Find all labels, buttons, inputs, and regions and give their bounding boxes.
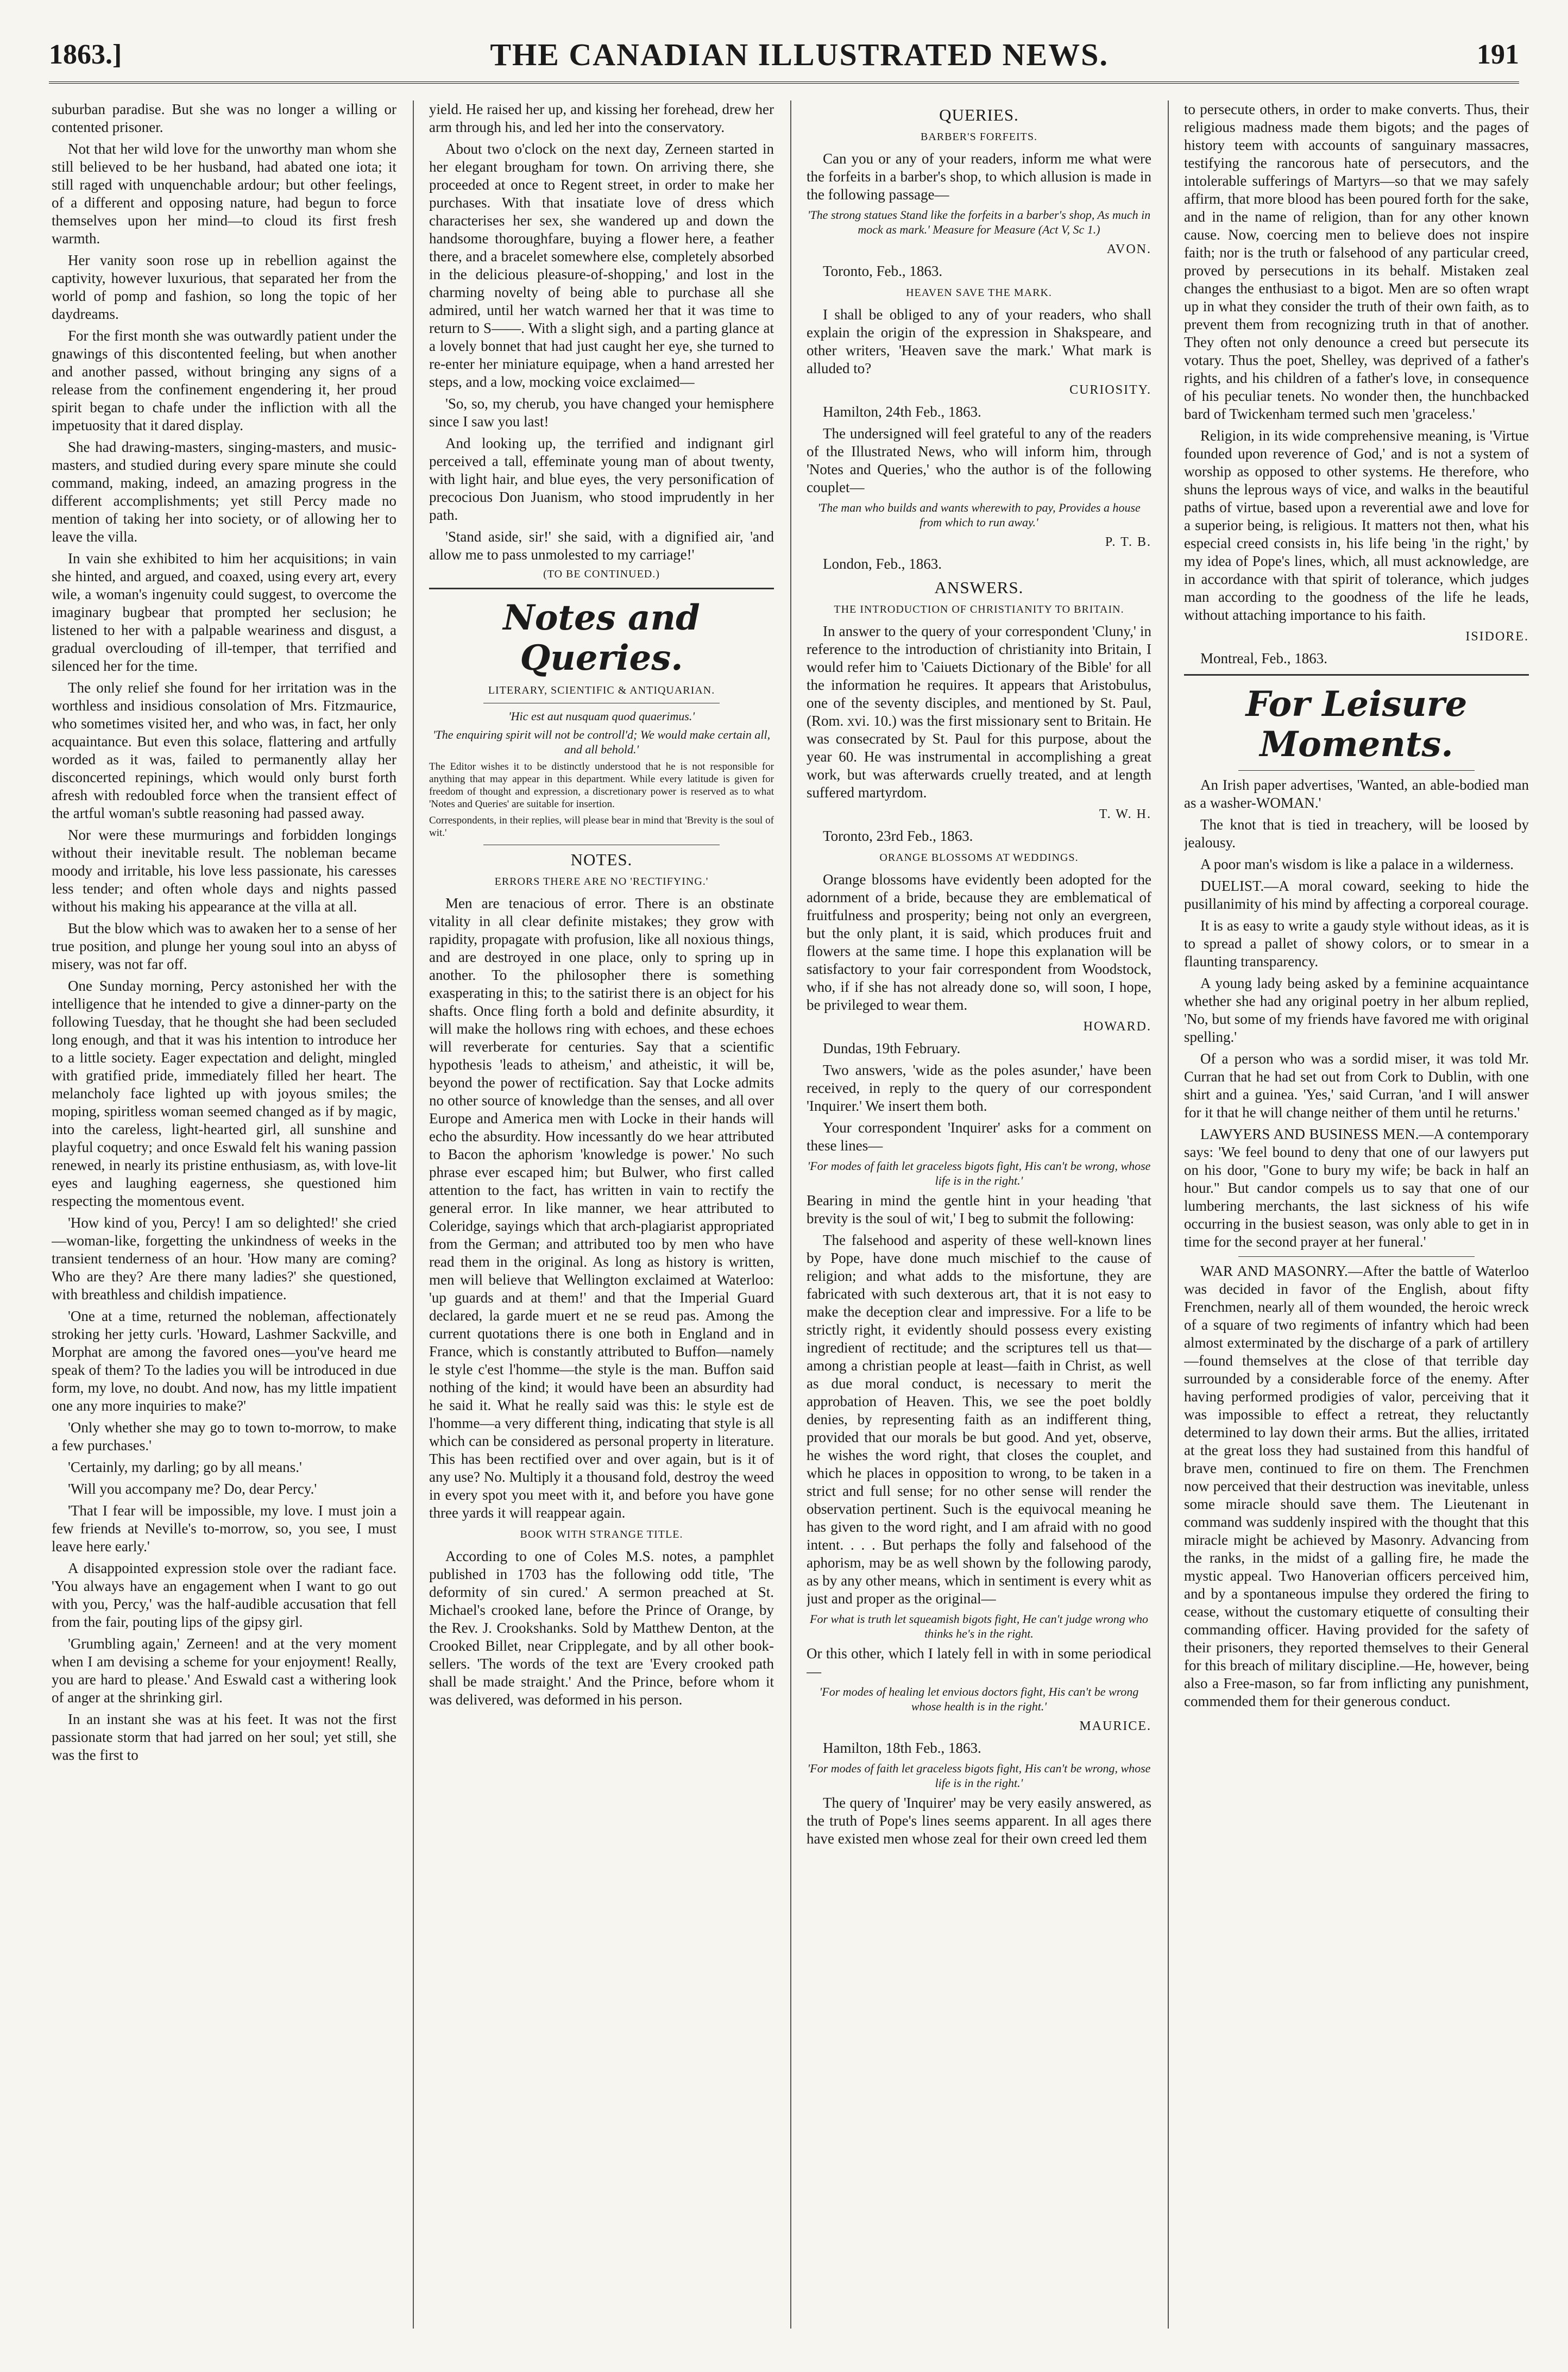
paragraph: In answer to the query of your correspondent 'Cluny,' in reference to the introduction of christianity into Britain, I would refer him to 'Caiuets Dictionary of the Bible' for all the information he requires. It appears that Aristobulus, one of the seventy disciples, and mentioned by St. Paul, (Rom. xvi. 10.) was the first missionary sent to Britain. He was consecrated by St. Paul for this purpose, about the year 60. He was instrumental in accomplishing a great work, but was afterwards cruelly treated, and at length suffered martyrdom. — [807, 623, 1151, 801]
article-heading: BOOK WITH STRANGE TITLE. — [520, 1528, 683, 1540]
paragraph: Nor were these murmurings and forbidden longings without their inevitable result. The nobleman became moody and irritable, his love less passionate, his caresses less tender; and often whole days and nights passed without his making his appearance at the villa at all. — [52, 827, 396, 915]
paragraph: A poor man's wisdom is like a palace in a wilderness. — [1200, 856, 1514, 872]
paragraph: The undersigned will feel grateful to any of the readers of the Illustrated News, who will inform him, through 'Notes and Queries,' who the author is of the following couplet— — [807, 425, 1151, 495]
paragraph: yield. He raised her up, and kissing her forehead, drew her arm through his, and led her into the conservatory. — [429, 101, 774, 135]
paragraph-text: —A contemporary says: 'We feel bound to deny that one of our lawyers put on his door, "Gone to bury my wife; be back in half an hour." But candor compels us to say that one of our lumbering merchants, the last sickness of his wife occurring in the busiest season, was only able to get in in time for the second prayer at her funeral.' — [1184, 1126, 1529, 1250]
section-subtitle: LITERARY, SCIENTIFIC & ANTIQUARIAN. — [488, 684, 715, 696]
signature: P. T. B. — [1105, 535, 1151, 549]
dateline: Montreal, Feb., 1863. — [1200, 650, 1327, 666]
dateline: Hamilton, 24th Feb., 1863. — [823, 404, 981, 420]
motto: 'The enquiring spirit will not be controll'd; We would make certain all, and all behold.' — [432, 728, 771, 756]
motto: 'Hic est aut nusquam quod quaerimus.' — [508, 709, 695, 723]
paragraph: Two answers, 'wide as the poles asunder,' have been received, in reply to the query of our correspondent 'Inquirer.' We insert them both. — [807, 1062, 1151, 1114]
signature: HOWARD. — [1083, 1020, 1151, 1034]
paragraph: One Sunday morning, Percy astonished her with the intelligence that he intended to give a dinner-party on the following Tuesday, that he thought she had been secluded long enough, and that it was his intention to introduce her to a little society. Eager expectation and delight, mingled with gratified pride, immediately filled her heart. The melancholy face lighted up with joyous smiles; the moping, spiritless woman seemed changed as if by magic, into the careless, light-hearted girl, all sunshine and playful coquetry; and once Eswald felt his waning passion renewed, in nearly its pristine enthusiasm, as, with love-lit eyes and laughing eagerness, she questioned him respecting the momentous event. — [52, 978, 396, 1209]
paragraph: Orange blossoms have evidently been adopted for the adornment of a bride, because they are emblematical of fruitfulness and prosperity; being not only an evergreen, but the only plant, it is said, which produces fruit and flowers at the same time. I hope this explanation will be satisfactory to your fair correspondent from Woodstock, who, if if she has not already done so, will soon, I hope, be privileged to wear them. — [807, 871, 1151, 1013]
paragraph: Can you or any of your readers, inform me what were the forfeits in a barber's shop, to which allusion is made in the following passage— — [807, 150, 1151, 203]
verse-quote: 'The man who builds and wants wherewith to pay, Provides a house from which to run away.' — [817, 501, 1141, 529]
paragraph: 'So, so, my cherub, you have changed your hemisphere since I saw you last! — [429, 395, 774, 430]
signature: AVON. — [1106, 242, 1151, 256]
paragraph: The knot that is tied in treachery, will be loosed by jealousy. — [1184, 816, 1529, 851]
paragraph-text: —After the battle of Waterloo was decided in favor of the English, about fifty Frenchmen, nearly all of them wounded, the heroic wreck of a square of two regiments of infantry which had been almost exterminated by the discharge of a park of artillery—found themselves at the close of that terrible day surrounded by a considerable force of the enemy. After having performed prodigies of valor, perceiving that it was impossible to effect a retreat, they reluctantly determined to lay down their arms. But the allies, irritated at the great loss they had sustained from this handful of brave men, continued to fire on them. The Frenchmen now perceived that their destruction was inevitable, unless some miracle should save them. The Lieutenant in command was suddenly inspired with the thought that this miracle might be achieved by Masonry. Advancing from the ranks, in the midst of a galling fire, he made the mystic appeal. Two Hanoverian officers perceived him, and by a spontaneous impulse they ordered the firing to cease, without the customary etiquette of consulting their commanding officer. Having provided for the safety of their prisoners, they reported themselves to their General for this breach of military discipline.—He, however, being also a Free-mason, so far from inflicting any punishment, commended them for their generous conduct. — [1184, 1263, 1529, 1709]
paragraph — [1184, 1125, 1529, 1251]
paragraph — [1184, 877, 1529, 913]
column-2 — [429, 100, 774, 2329]
paragraph: Her vanity soon rose up in rebellion against the captivity, however luxurious, that separated her from the world of pomp and fashion, so long the topic of her daydreams. — [52, 252, 396, 322]
paragraph: Religion, in its wide comprehensive meaning, is 'Virtue founded upon reverence of God,' and is not a system of worship as opposed to other systems. He therefore, who shuns the leprous ways of vice, and walks in the beautiful paths of virtue, based upon a reverential awe and love for a superior being, is religious. It matters not then, what his especial creed consists in, his life being 'in the right,' by my idea of Pope's lines, which, all must acknowledge, are in accordance with that spirit of tolerance, which judges man according to the goodness of the life he leads, without attaching importance to his faith. — [1184, 427, 1529, 623]
paragraph: For the first month she was outwardly patient under the gnawings of this discontented feeling, but when another and another passed, without bringing any signs of a release from the confinement engendering it, her proud spirit began to chafe under the infliction with all the impetuosity that it dared display. — [52, 328, 396, 433]
column-1 — [52, 100, 396, 2329]
paragraph: 'Certainly, my darling; go by all means.' — [68, 1459, 302, 1475]
article-heading: THE INTRODUCTION OF CHRISTIANITY TO BRITAIN. — [834, 603, 1124, 615]
paragraph: Bearing in mind the gentle hint in your heading 'that brevity is the soul of wit,' I beg to submit the following: — [807, 1192, 1151, 1226]
paragraph-text: —A moral coward, seeking to hide the pusillanimity of his mind by affecting a corporeal courage. — [1184, 878, 1529, 912]
article-heading: BARBER'S FORFEITS. — [921, 131, 1037, 143]
verse-quote: 'For modes of faith let graceless bigots fight, His can't be wrong, whose life is in the right.' — [807, 1159, 1151, 1187]
dateline: London, Feb., 1863. — [823, 556, 942, 572]
section-rule — [429, 588, 774, 589]
paragraph: Men are tenacious of error. There is an obstinate vitality in all clear definite mistakes; they grow with rapidity, propagate with profusion, like all noxious things, and are destroyed in one place, only to spring up in another. To the philosopher there is something exasperating in this; to the satirist there is an object for his shafts. Once fling forth a bold and definite absurdity, it will make the hollows ring with echoes, and these echoes will reverberate for centuries. Say that a scientific hypothesis 'leads to atheism,' and atheistic, it will be, beyond the power of rectification. Say that Locke admits no other source of knowledge than the senses, and all over Europe and America men with Locke in their hands will echo the absurdity. How incessantly do we hear attributed to Bacon the aphorism 'knowledge is power.' No such phrase ever escaped him; but Bulwer, who first called attention to the fact, has written in vain to rectify the general error. In like manner, we hear attributed to Coleridge, sayings which that arch-plagiarist appropriated from the German; and attributed too by men who have read them in the original. As long as history is written, men will believe that Wellington exclaimed at Waterloo: 'up guards and at them!' and that the Imperial Guard declared, la garde muert et ne se reud pas. Among the current quotations there is one both in England and in France, which is constantly attributed to Buffon—namely le style c'est l'homme—the style is the man. Buffon said nothing of the kind; it would have been an absurdity had he said it. What he really said was this: le style est de l'homme—a very different thing, indicating that style is all which can be considered as personal property in literature. This has been rectified over and over again, but is it of any use? No. Multiply it a thousand fold, destroy the weed in every spot you meet with it, and before you have gone three yards it will reappear again. — [429, 895, 774, 1521]
section-title-notes-and-queries: Notes and Queries. — [503, 597, 700, 678]
paragraph: Not that her wild love for the unworthy man whom she still believed to be her husband, had abated one iota; it still raged with unquenchable ardour; but other feelings, of a different and opposing nature, had begun to force themselves upon her mind—to cloud its first fresh warmth. — [52, 141, 396, 247]
lead-in: WAR AND MASONRY. — [1200, 1263, 1348, 1279]
paragraph: 'Only whether she may go to town to-morrow, to make a few purchases.' — [52, 1419, 396, 1454]
column-4 — [1184, 100, 1529, 2329]
paragraph: 'That I fear will be impossible, my love. I must join a few friends at Neville's to-morrow, so, you see, I must leave here early.' — [52, 1502, 396, 1555]
correspondents-note: Correspondents, in their replies, will please bear in mind that 'Brevity is the soul of wit.' — [429, 815, 774, 839]
paragraph: suburban paradise. But she was no longer a willing or contented prisoner. — [52, 101, 396, 135]
paragraph: She had drawing-masters, singing-masters, and music-masters, and studied during every spare minute she could command, making, indeed, an amazing progress in the different accomplishments; yet still Percy made no mention of taking her into society, or of allowing her to leave the villa. — [52, 439, 396, 545]
column-divider — [1168, 100, 1169, 2329]
editor-note: The Editor wishes it to be distinctly understood that he is not responsible for anything that may appear in this department. While every latitude is given for freedom of thought and expression, a discretionary power is reserved as to what 'Notes and Queries' are suitable for insertion. — [429, 761, 774, 810]
verse-quote: 'For modes of healing let envious doctors fight, His can't be wrong whose health is in the right.' — [819, 1685, 1139, 1713]
paragraph: But the blow which was to awaken her to a sense of her true position, and plunge her young soul into an abyss of misery, was not far off. — [52, 920, 396, 972]
issue-year: 1863.] — [49, 39, 122, 70]
article-heading: ERRORS THERE ARE NO 'RECTIFYING.' — [494, 876, 709, 888]
answers-heading: ANSWERS. — [934, 578, 1024, 597]
column-3 — [807, 100, 1151, 2329]
masthead — [49, 33, 1519, 76]
paragraph: 'Stand aside, sir!' she said, with a dignified air, 'and allow me to pass unmolested to my carriage!' — [429, 528, 774, 563]
paragraph — [1184, 1262, 1529, 1710]
paragraph: 'Grumbling again,' Zerneen! and at the very moment when I am devising a scheme for your enjoyment! Really, you are hard to please.' And Eswald cast a withering look of anger at the shrinking girl. — [52, 1635, 396, 1706]
signature: MAURICE. — [1079, 1719, 1151, 1733]
paragraph: In vain she exhibited to him her acquisitions; in vain she hinted, and argued, and coaxed, using every art, every wile, a woman's ingenuity could suggest, to overcome the imaginary bugbear that prompted her seclusion; he listened to her with a palpable weariness and disgust, a gradual overclouding of ill-temper, that terrified and silenced her for the time. — [52, 550, 396, 674]
dateline: Toronto, 23rd Feb., 1863. — [823, 828, 973, 844]
paragraph: The query of 'Inquirer' may be very easily answered, as the truth of Pope's lines seems apparent. In all ages there have existed men whose zeal for their own creed led them — [807, 1795, 1151, 1847]
section-rule — [1184, 674, 1529, 676]
paragraph: According to one of Coles M.S. notes, a pamphlet published in 1703 has the following odd title, 'The deformity of sin cured.' A sermon preached at St. Michael's crooked lane, before the Prince of Orange, by the Rev. J. Crookshanks. Sold by Matthew Denton, at the Crooked Billet, near Cripplegate, and by all other book-sellers. 'The words of the text are 'Every crooked path shall be made straight.' And the Prince, before whom it was delivered, was deformed in his person. — [429, 1548, 774, 1708]
to-be-continued: (TO BE CONTINUED.) — [543, 568, 660, 580]
paragraph: Your correspondent 'Inquirer' asks for a comment on these lines— — [807, 1119, 1151, 1154]
lead-in: LAWYERS AND BUSINESS MEN. — [1200, 1126, 1419, 1142]
newspaper-title: THE CANADIAN ILLUSTRATED NEWS. — [490, 36, 1109, 72]
paragraph: In an instant she was at his feet. It was not the first passionate storm that had jarred on her soul; yet still, she was the first to — [52, 1711, 396, 1763]
article-heading: HEAVEN SAVE THE MARK. — [906, 287, 1052, 299]
queries-heading: QUERIES. — [939, 105, 1019, 124]
paragraph: About two o'clock on the next day, Zerneen started in her elegant brougham for town. On arriving there, she proceeded at once to Regent street, in order to make her purchases. With that insatiate love of dress which characterises her sex, she wandered up and down the handsome thoroughfare, buying a flower here, a feather there, and a bracelet somewhere else, completely absorbed in the delicious pleasure-of-shopping,' and lost in the charming novelty of being able to purchase all she admired, until her watch warned her that it was time to return to S——. With a slight sigh, and a parting glance at a lovely bonnet that had just caught her eye, she turned to re-enter her miniature equipage, when a hand arrested her steps, and a low, mocking voice exclaimed— — [429, 141, 774, 390]
paragraph: 'One at a time, returned the nobleman, affectionately stroking her jetty curls. 'Howard, Lashmer Sackville, and Morphat are among the favored ones—you've heard me speak of them? To the ladies you will be introduced in due form, my love, no doubt. And now, has my little impatient one any more inquiries to make?' — [52, 1308, 396, 1414]
paragraph: An Irish paper advertises, 'Wanted, an able-bodied man as a washer-WOMAN.' — [1184, 777, 1529, 811]
verse-quote: 'For modes of faith let graceless bigots fight, His can't be wrong, whose life is in the right.' — [807, 1761, 1151, 1790]
dateline: Toronto, Feb., 1863. — [823, 263, 943, 279]
verse-quote: For what is truth let squeamish bigots fight, He can't judge wrong who thinks he's in the right. — [810, 1612, 1148, 1640]
notes-heading: NOTES. — [570, 850, 633, 869]
divider — [1238, 1256, 1475, 1257]
paragraph: 'How kind of you, Percy! I am so delighted!' she cried—woman-like, forgetting the unkindness of weeks in the transient tenderness of an hour. 'How many are coming? Who are they? Are there many ladies?' she questioned, with breathless and childish impatience. — [52, 1215, 396, 1303]
divider — [1238, 770, 1475, 771]
paragraph: 'Will you accompany me? Do, dear Percy.' — [68, 1481, 317, 1497]
signature: T. W. H. — [1099, 807, 1151, 821]
signature: ISIDORE. — [1465, 630, 1529, 644]
column-divider — [790, 100, 791, 2329]
page-number: 191 — [1476, 39, 1519, 70]
signature: CURIOSITY. — [1069, 383, 1151, 397]
paragraph: The only relief she found for her irritation was in the worthless and insidious consolation of Mrs. Fitzmaurice, who sometimes visited her, and who was, in fact, her only acquaintance. But even this solace, flattering and artfully worded as it was, failed to permanently allay her disconcerted repinings, which would only burst forth afresh with redoubled force when the transient effect of the artful woman's subtle reasoning had passed away. — [52, 679, 396, 821]
paragraph: A disappointed expression stole over the radiant face. 'You always have an engagement when I want to go out with you, Percy,' was the half-audible accusation that fell from the fair, pouting lips of the gipsy girl. — [52, 1560, 396, 1630]
masthead-rule — [49, 81, 1519, 84]
verse-quote: 'The strong statues Stand like the forfeits in a barber's shop, As much in mock as mark.' Measure for Measure (Act V, Sc 1.) — [807, 208, 1151, 236]
dateline: Hamilton, 18th Feb., 1863. — [823, 1740, 981, 1756]
section-title-leisure-moments: For Leisure Moments. — [1245, 684, 1468, 765]
paragraph: The falsehood and asperity of these well-known lines by Pope, have done much mischief to the cause of religion; and what adds to the misfortune, they are fabricated with such dexterous art, that it is not easy to make the deception clear and impressive. For a life to be strictly right, it evidently should possess every existing ingredient of rectitude; and the scriptures tell us that—among a christian people at least—faith in Christ, as well as due moral conduct, is necessary to merit the approbation of Heaven. This, we see the poet boldly denies, by representing faith as an indifferent thing, provided that our morals be but good. And yet, observe, he wishes the word right, that closes the couplet, and which he places in opposition to wrong, to be taken in a strict and full sense; for no other sense will render the observation pertinent. Such is the equivocal meaning he has given to the word right, and I am afraid with no good intent. . . . But perhaps the folly and falsehood of the aphorism, may be as well shown by the following parody, as by any other means, which in sentiment is every whit as just and proper as the original— — [807, 1232, 1151, 1607]
paragraph: And looking up, the terrified and indignant girl perceived a tall, effeminate young man of about twenty, with light hair, and blue eyes, the very personification of precocious Don Juanism, who stood imprudently in her path. — [429, 435, 774, 523]
paragraph: It is as easy to write a gaudy style without ideas, as it is to spread a pallet of showy colors, or to smear in a flaunting transparency. — [1184, 917, 1529, 970]
paragraph: I shall be obliged to any of your readers, who shall explain the origin of the expression in Shakspeare, and other writers, 'Heaven save the mark.' What mark is alluded to? — [807, 306, 1151, 376]
dateline: Dundas, 19th February. — [823, 1040, 961, 1056]
article-heading: ORANGE BLOSSOMS AT WEDDINGS. — [879, 852, 1079, 864]
paragraph: Or this other, which I lately fell in with in some periodical— — [807, 1645, 1151, 1679]
paragraph: A young lady being asked by a feminine acquaintance whether she had any original poetry in her album replied, 'No, but some of my friends have favored me with original spelling.' — [1184, 975, 1529, 1045]
paragraph: to persecute others, in order to make converts. Thus, their religious madness made them bigots; and the pages of history teem with accounts of sanguinary massacres, testifying the rancorous hate of persecutors, and the intolerable sufferings of Martyrs—so that we may safely affirm, that more blood has been poured forth for the sake, and in the name of religion, than for any other known cause. Now, coercing men to believe does not inspire faith; nor is the truth or falsehood of any particular creed, proved by persecutions in its behalf. Mistaken zeal changes the enthusiast to a bigot. Men are so often wrapt up in what they consider the truth of their own faith, as to prevent them from recognizing truth in that of another. They often not only denounce a creed but persecute its votary. Thus the poet, Shelley, was deprived of a father's rights, and his children of a father's love, in consequence of his peculiar tenets. No wonder then, the hunchbacked bard of Twickenham termed such men 'graceless.' — [1184, 101, 1529, 422]
lead-in: DUELIST. — [1200, 878, 1264, 894]
paragraph: Of a person who was a sordid miser, it was told Mr. Curran that he had set out from Cork to Dublin, with one shirt and a guinea. 'Yes,' said Curran, 'and I will answer for it that he will change neither of them until he returns.' — [1184, 1050, 1529, 1121]
column-divider — [413, 100, 414, 2329]
